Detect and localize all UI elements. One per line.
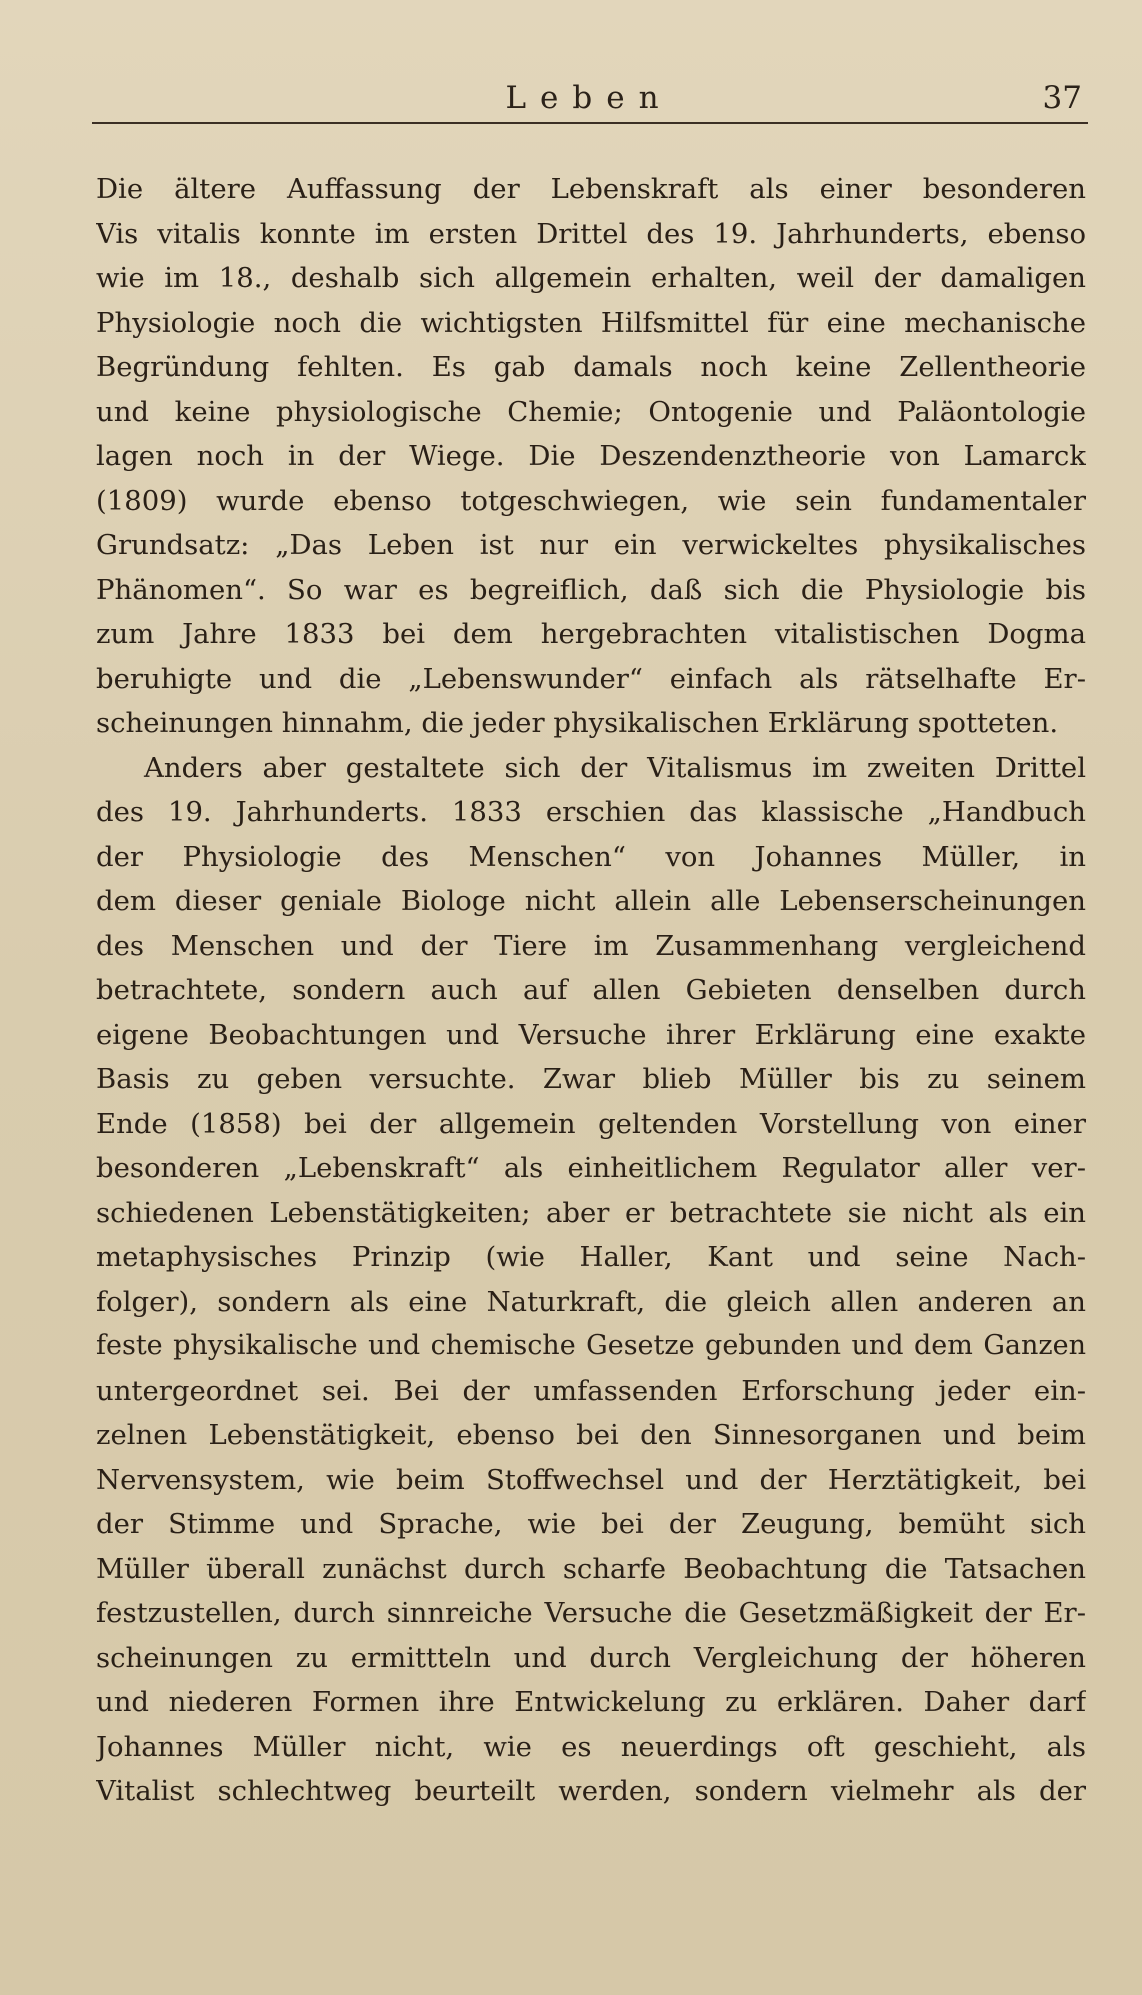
text-line: wie im 18., deshalb sich allgemein erhalten, weil der damaligen	[96, 262, 1086, 294]
text-line: schiedenen Lebenstätigkeiten; aber er betrachtete sie nicht als ein	[96, 1196, 1086, 1229]
text-line: zum Jahre 1833 bei dem hergebrachten vitalistischen Dogma	[96, 618, 1086, 650]
text-line: Ende (1858) bei der allgemein geltenden Vorstellung von einer	[96, 1107, 1086, 1140]
text-line: Die ältere Auffassung der Lebenskraft als einer besonderen	[96, 173, 1086, 205]
text-line: Grundsatz: „Das Leben ist nur ein verwickeltes physikalisches	[96, 529, 1086, 561]
text-line: der Physiologie des Menschen“ von Johannes Müller, in	[96, 840, 1086, 873]
text-line: feste physikalische und chemische Gesetze gebunden und dem Ganzen	[96, 1330, 1086, 1361]
text-line: metaphysisches Prinzip (wie Haller, Kant und seine Nach-	[96, 1241, 1086, 1273]
text-line: scheinungen hinnahm, die jeder physikalischen Erklärung spotteten.	[96, 707, 1059, 739]
text-line: Johannes Müller nicht, wie es neuerdings oft geschieht, als	[96, 1730, 1086, 1763]
page-header	[92, 80, 1086, 124]
text-line: zelnen Lebenstätigkeit, ebenso bei den Sinnesorganen und beim	[96, 1419, 1086, 1451]
text-line: (1809) wurde ebenso totgeschwiegen, wie sein fundamentaler	[96, 484, 1086, 517]
text-line: dem dieser geniale Biologe nicht allein alle Lebenserscheinungen	[96, 885, 1086, 917]
text-line: und niederen Formen ihre Entwickelung zu erklären. Daher darf	[96, 1686, 1086, 1718]
text-line: Phänomen“. So war es begreiflich, daß sich die Physiologie bis	[96, 573, 1086, 606]
header-rule	[92, 122, 1088, 124]
text-line: Anders aber gestaltete sich der Vitalismus im zweiten Drittel	[144, 751, 1086, 784]
text-line: scheinungen zu ermittteln und durch Vergleichung der höheren	[96, 1641, 1086, 1674]
text-line: Vitalist schlechtweg beurteilt werden, sondern vielmehr als der	[96, 1775, 1086, 1807]
text-line: Nervensystem, wie beim Stoffwechsel und der Herztätigkeit, bei	[96, 1463, 1086, 1496]
text-line: der Stimme und Sprache, wie bei der Zeugung, bemüht sich	[96, 1508, 1086, 1540]
text-line: lagen noch in der Wiege. Die Deszendenztheorie von Lamarck	[96, 440, 1086, 472]
running-title: Leben	[505, 80, 673, 116]
text-line: Begründung fehlten. Es gab damals noch keine Zellentheorie	[96, 351, 1086, 383]
text-line: festzustellen, durch sinnreiche Versuche die Gesetzmäßigkeit der Er-	[96, 1597, 1086, 1629]
text-line: untergeordnet sei. Bei der umfassenden Erforschung jeder ein-	[96, 1374, 1086, 1407]
text-line: Basis zu geben versuchte. Zwar blieb Müller bis zu seinem	[96, 1063, 1086, 1095]
text-line: besonderen „Lebenskraft“ als einheitlichem Regulator aller ver-	[96, 1152, 1086, 1184]
text-line: eigene Beobachtungen und Versuche ihrer Erklärung eine exakte	[96, 1018, 1086, 1051]
text-line: Physiologie noch die wichtigsten Hilfsmittel für eine mechanische	[96, 306, 1086, 339]
text-line: Müller überall zunächst durch scharfe Beobachtung die Tatsachen	[96, 1552, 1086, 1585]
text-line: des 19. Jahrhunderts. 1833 erschien das klassische „Handbuch	[96, 796, 1086, 828]
body-text	[96, 167, 1086, 1814]
text-line: betrachtete, sondern auch auf allen Gebieten denselben durch	[96, 974, 1086, 1006]
text-line: Vis vitalis konnte im ersten Drittel des 19. Jahrhunderts, ebenso	[96, 217, 1086, 250]
text-line: und keine physiologische Chemie; Ontogenie und Paläontologie	[96, 395, 1086, 428]
text-line: beruhigte und die „Lebenswunder“ einfach als rätselhafte Er-	[96, 662, 1086, 695]
text-line: folger), sondern als eine Naturkraft, die gleich allen anderen an	[96, 1285, 1086, 1318]
page-number: 37	[1042, 80, 1082, 116]
text-line: des Menschen und der Tiere im Zusammenhang vergleichend	[96, 929, 1086, 962]
